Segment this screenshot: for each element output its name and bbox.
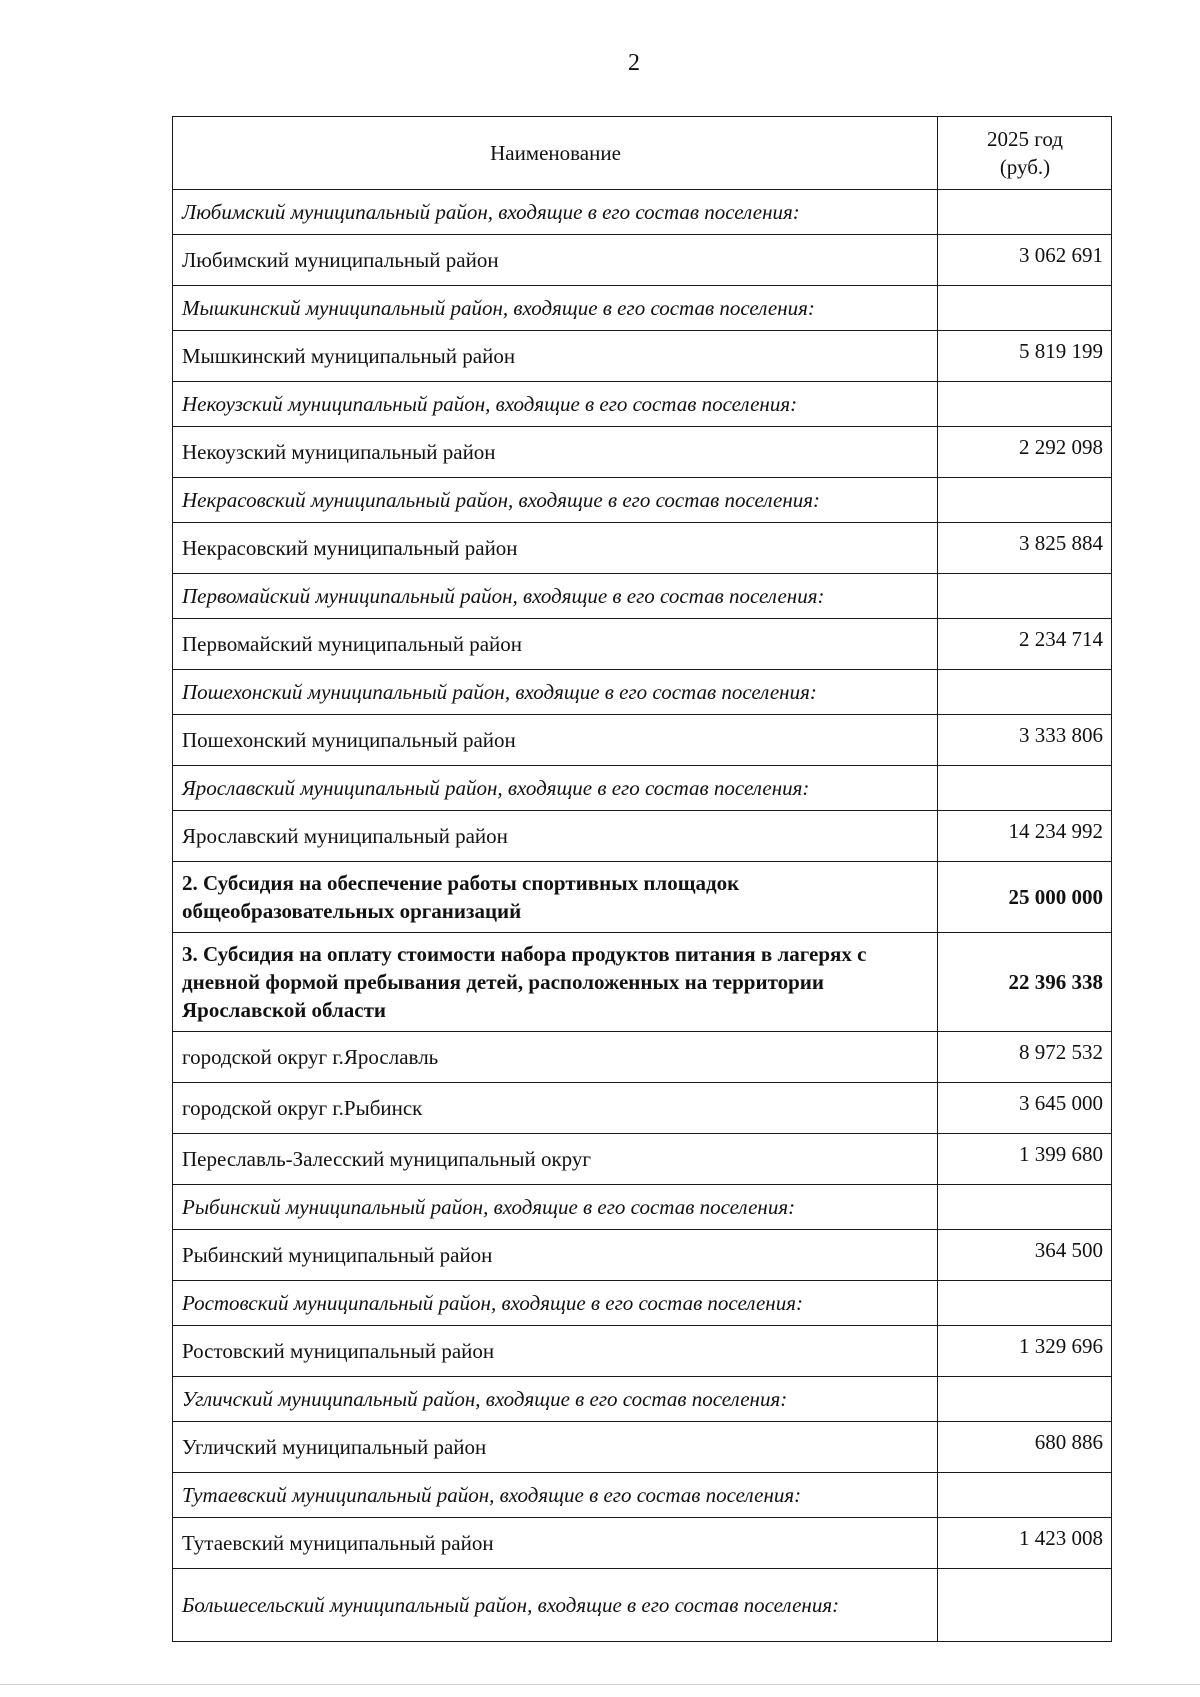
row-name-cell: Большесельский муниципальный район, входящие в его состав поселения: bbox=[173, 1569, 938, 1642]
row-value-cell bbox=[938, 1281, 1112, 1326]
table-row bbox=[173, 1326, 1112, 1377]
table-row bbox=[173, 427, 1112, 478]
table-row bbox=[173, 1230, 1112, 1281]
table-row bbox=[173, 1134, 1112, 1185]
row-name-cell: Первомайский муниципальный район, входящие в его состав поселения: bbox=[173, 574, 938, 619]
row-name-cell: Переславль-Залесский муниципальный округ bbox=[173, 1134, 938, 1185]
group-header-row bbox=[173, 1377, 1112, 1422]
row-name-cell: Ярославский муниципальный район bbox=[173, 811, 938, 862]
row-name-cell: Пошехонский муниципальный район bbox=[173, 715, 938, 766]
row-name-cell: Любимский муниципальный район bbox=[173, 235, 938, 286]
row-name-cell: Ростовский муниципальный район, входящие в его состав поселения: bbox=[173, 1281, 938, 1326]
budget-table bbox=[172, 116, 1112, 1642]
group-header-row bbox=[173, 478, 1112, 523]
row-value-cell: 2 234 714 bbox=[938, 619, 1112, 670]
row-name-cell: Рыбинский муниципальный район bbox=[173, 1230, 938, 1281]
column-header-unit: (руб.) bbox=[999, 155, 1051, 179]
table-row bbox=[173, 235, 1112, 286]
group-header-row bbox=[173, 574, 1112, 619]
table-row bbox=[173, 619, 1112, 670]
page-number: 2 bbox=[628, 50, 640, 76]
group-header-row bbox=[173, 1185, 1112, 1230]
row-value-cell bbox=[938, 382, 1112, 427]
section-row bbox=[173, 862, 1112, 933]
row-value-cell bbox=[938, 1185, 1112, 1230]
column-header-year: 2025 год bbox=[987, 127, 1063, 151]
column-header-name: Наименование bbox=[173, 117, 938, 190]
row-value-cell bbox=[938, 478, 1112, 523]
row-name-cell: Ростовский муниципальный район bbox=[173, 1326, 938, 1377]
row-name-cell: Некоузский муниципальный район, входящие в его состав поселения: bbox=[173, 382, 938, 427]
row-value-cell bbox=[938, 1473, 1112, 1518]
row-name-cell: городской округ г.Ярославль bbox=[173, 1032, 938, 1083]
table-body bbox=[173, 190, 1112, 1642]
row-value-cell bbox=[938, 1569, 1112, 1642]
table-row bbox=[173, 1518, 1112, 1569]
table-header-row bbox=[173, 117, 1112, 190]
table-row bbox=[173, 1083, 1112, 1134]
row-name-cell: Некрасовский муниципальный район bbox=[173, 523, 938, 574]
scan-edge-line bbox=[0, 1684, 1200, 1685]
row-value-cell: 3 825 884 bbox=[938, 523, 1112, 574]
table-row bbox=[173, 1422, 1112, 1473]
table-row bbox=[173, 523, 1112, 574]
row-name-cell: Первомайский муниципальный район bbox=[173, 619, 938, 670]
table-row bbox=[173, 1032, 1112, 1083]
group-header-row bbox=[173, 1569, 1112, 1642]
row-name-cell: Любимский муниципальный район, входящие в его состав поселения: bbox=[173, 190, 938, 235]
group-header-row bbox=[173, 766, 1112, 811]
row-name-cell: Некоузский муниципальный район bbox=[173, 427, 938, 478]
row-value-cell bbox=[938, 286, 1112, 331]
table-row bbox=[173, 811, 1112, 862]
section-row bbox=[173, 933, 1112, 1032]
row-value-cell bbox=[938, 1377, 1112, 1422]
row-name-cell: городской округ г.Рыбинск bbox=[173, 1083, 938, 1134]
row-name-cell: 3. Субсидия на оплату стоимости набора продуктов питания в лагерях с дневной формой пребывания детей, расположенных на территории Ярославской области bbox=[173, 933, 938, 1032]
row-value-cell: 364 500 bbox=[938, 1230, 1112, 1281]
row-name-cell: Мышкинский муниципальный район, входящие в его состав поселения: bbox=[173, 286, 938, 331]
row-value-cell bbox=[938, 670, 1112, 715]
row-value-cell: 25 000 000 bbox=[938, 862, 1112, 933]
row-value-cell: 3 645 000 bbox=[938, 1083, 1112, 1134]
group-header-row bbox=[173, 382, 1112, 427]
row-name-cell: 2. Субсидия на обеспечение работы спортивных площадок общеобразовательных организаций bbox=[173, 862, 938, 933]
row-value-cell: 8 972 532 bbox=[938, 1032, 1112, 1083]
row-value-cell bbox=[938, 190, 1112, 235]
row-name-cell: Угличский муниципальный район, входящие в его состав поселения: bbox=[173, 1377, 938, 1422]
row-value-cell: 3 333 806 bbox=[938, 715, 1112, 766]
row-value-cell: 22 396 338 bbox=[938, 933, 1112, 1032]
row-value-cell: 3 062 691 bbox=[938, 235, 1112, 286]
row-value-cell: 1 399 680 bbox=[938, 1134, 1112, 1185]
group-header-row bbox=[173, 1473, 1112, 1518]
group-header-row bbox=[173, 1281, 1112, 1326]
table-row bbox=[173, 715, 1112, 766]
row-name-cell: Ярославский муниципальный район, входящие в его состав поселения: bbox=[173, 766, 938, 811]
row-name-cell: Рыбинский муниципальный район, входящие в его состав поселения: bbox=[173, 1185, 938, 1230]
row-name-cell: Некрасовский муниципальный район, входящие в его состав поселения: bbox=[173, 478, 938, 523]
group-header-row bbox=[173, 286, 1112, 331]
row-value-cell bbox=[938, 574, 1112, 619]
row-value-cell: 680 886 bbox=[938, 1422, 1112, 1473]
row-value-cell: 5 819 199 bbox=[938, 331, 1112, 382]
row-name-cell: Пошехонский муниципальный район, входящие в его состав поселения: bbox=[173, 670, 938, 715]
row-name-cell: Мышкинский муниципальный район bbox=[173, 331, 938, 382]
row-value-cell: 14 234 992 bbox=[938, 811, 1112, 862]
row-value-cell: 1 423 008 bbox=[938, 1518, 1112, 1569]
row-value-cell: 2 292 098 bbox=[938, 427, 1112, 478]
row-name-cell: Тутаевский муниципальный район, входящие в его состав поселения: bbox=[173, 1473, 938, 1518]
group-header-row bbox=[173, 670, 1112, 715]
row-value-cell: 1 329 696 bbox=[938, 1326, 1112, 1377]
row-value-cell bbox=[938, 766, 1112, 811]
row-name-cell: Тутаевский муниципальный район bbox=[173, 1518, 938, 1569]
row-name-cell: Угличский муниципальный район bbox=[173, 1422, 938, 1473]
table-row bbox=[173, 331, 1112, 382]
group-header-row bbox=[173, 190, 1112, 235]
column-header-value bbox=[938, 117, 1112, 190]
